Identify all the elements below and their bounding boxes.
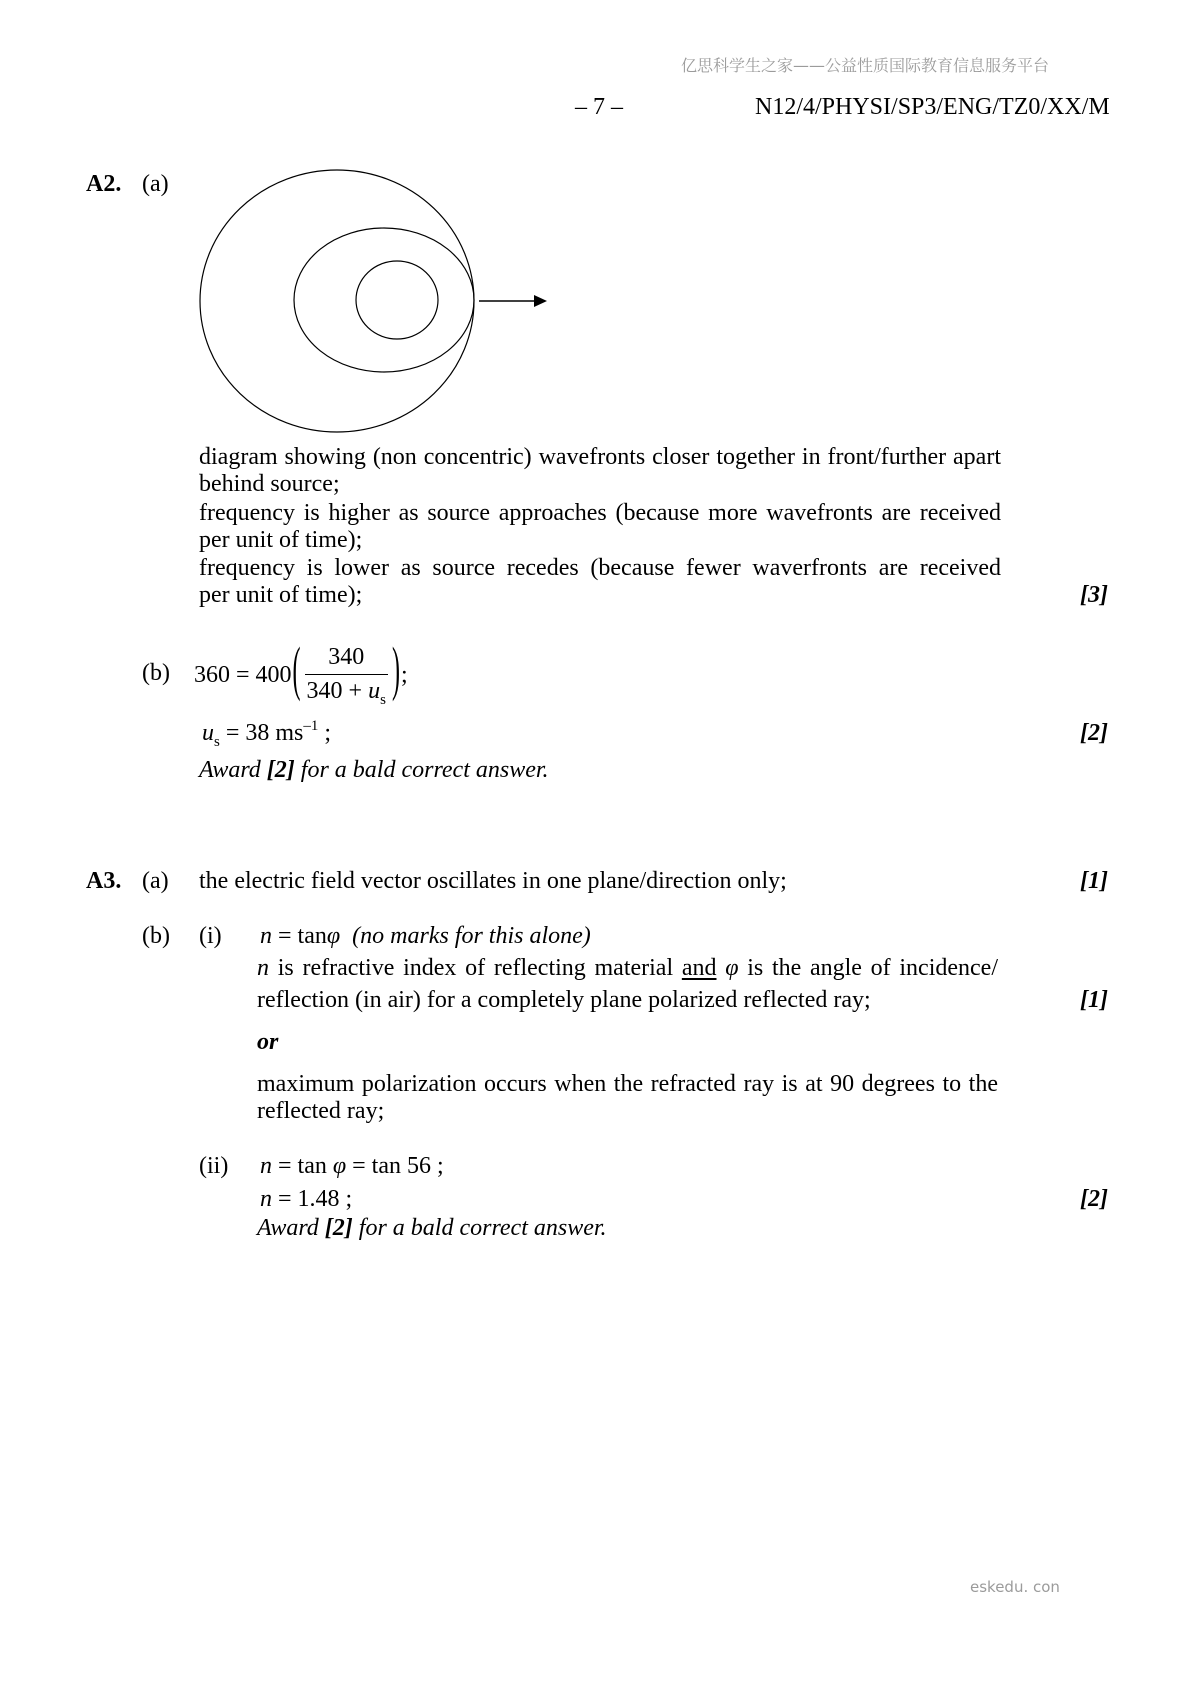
denominator-sub: s <box>380 692 386 708</box>
award-tail: for a bald correct answer. <box>294 757 549 783</box>
definition-line: reflection (in air) for a completely plane polarized reflected ray; <box>257 987 871 1013</box>
question-label-a2: A2. <box>86 171 122 197</box>
subpart-label-i: (i) <box>199 923 222 949</box>
alternative-or: or <box>257 1029 279 1055</box>
alternative-line: reflected ray; <box>257 1098 385 1124</box>
formula-var: n <box>260 923 272 949</box>
marks-a2-b: [2] <box>1080 720 1108 746</box>
source-motion-arrow-icon <box>479 295 547 307</box>
definition-text-2: is the angle of incidence/ <box>738 955 998 981</box>
result-var: n <box>260 1186 272 1212</box>
middle-wavefront <box>294 228 474 372</box>
wavefront-diagram <box>190 160 560 445</box>
part-label-a3-a: (a) <box>142 868 169 894</box>
marks-a3-b-i: [1] <box>1080 987 1108 1013</box>
part-label-a2-b: (b) <box>142 660 170 686</box>
result-var: u <box>202 720 214 746</box>
step-rest: = tan 56 ; <box>346 1153 444 1179</box>
award-note-a2-b <box>199 756 549 784</box>
outer-wavefront <box>200 170 474 432</box>
answer-line: behind source; <box>199 471 340 497</box>
award-note-a3-b-ii <box>257 1214 607 1242</box>
award-tail: for a bald correct answer. <box>352 1215 607 1241</box>
equation-terminator: ; <box>400 661 408 688</box>
marks-a3-a: [1] <box>1080 868 1108 894</box>
step-angle: φ <box>332 1153 347 1179</box>
fraction-denominator <box>305 675 388 708</box>
result-sub: s <box>214 734 220 750</box>
definition-angle: φ <box>725 955 739 981</box>
calculation-step <box>260 1152 444 1180</box>
calculation-result <box>260 1185 352 1213</box>
answer-line: per unit of time); <box>199 582 363 608</box>
page-number: – 7 – <box>575 94 623 120</box>
watermark-banner: 亿思科学生之家——公益性质国际教育信息服务平台 <box>681 56 1050 75</box>
fraction-numerator: 340 <box>305 641 388 675</box>
step-var: n <box>260 1153 272 1179</box>
formula-note: (no marks for this alone) <box>352 923 591 949</box>
answer-line: diagram showing (non concentric) wavefronts closer together in front/further apart <box>199 444 1001 470</box>
result-terminator: ; <box>318 720 332 746</box>
answer-line: the electric field vector oscillates in one plane/direction only; <box>199 868 787 894</box>
result-exponent: –1 <box>303 718 319 734</box>
part-label-a2-a: (a) <box>142 171 169 197</box>
award-lead: Award <box>257 1215 325 1241</box>
result-value: = 38 ms <box>219 720 304 746</box>
subpart-label-ii: (ii) <box>199 1153 229 1179</box>
answer-line: frequency is lower as source recedes (because fewer waverfronts are received <box>199 555 1001 581</box>
step-rel: = tan <box>272 1153 333 1179</box>
open-paren: ( <box>292 637 301 703</box>
watermark-footer: eskedu. con <box>970 1578 1060 1596</box>
formula-angle: φ <box>326 923 341 949</box>
doppler-equation <box>194 637 408 708</box>
result-line <box>202 718 332 750</box>
award-marks: [2] <box>324 1215 353 1241</box>
alternative-line: maximum polarization occurs when the refracted ray is at 90 degrees to the <box>257 1071 998 1097</box>
close-paren: ) <box>391 637 400 703</box>
definition-text: is refractive index of reflecting material <box>269 955 682 981</box>
inner-wavefront <box>356 261 438 339</box>
brewster-formula <box>260 922 591 950</box>
fraction <box>305 641 388 708</box>
denominator-var: u <box>368 678 381 704</box>
paper-code: N12/4/PHYSI/SP3/ENG/TZ0/XX/M <box>755 94 1110 120</box>
denominator-lead: 340 + <box>306 678 369 704</box>
part-label-a3-b: (b) <box>142 923 170 949</box>
marks-a2-a: [3] <box>1080 582 1108 608</box>
answer-line: per unit of time); <box>199 527 363 553</box>
result-rest: = 1.48 ; <box>272 1186 353 1212</box>
award-marks: [2] <box>266 757 295 783</box>
marks-a3-b-ii: [2] <box>1080 1186 1108 1212</box>
definition-line <box>257 954 998 982</box>
definition-emphasis: and <box>681 955 717 981</box>
definition-var: n <box>257 955 269 981</box>
formula-rel: = tan <box>272 923 327 949</box>
question-label-a3: A3. <box>86 868 122 894</box>
answer-line: frequency is higher as source approaches (because more wavefronts are received <box>199 500 1001 526</box>
award-lead: Award <box>199 757 267 783</box>
equation-lhs: 360 = 400 <box>194 661 292 688</box>
